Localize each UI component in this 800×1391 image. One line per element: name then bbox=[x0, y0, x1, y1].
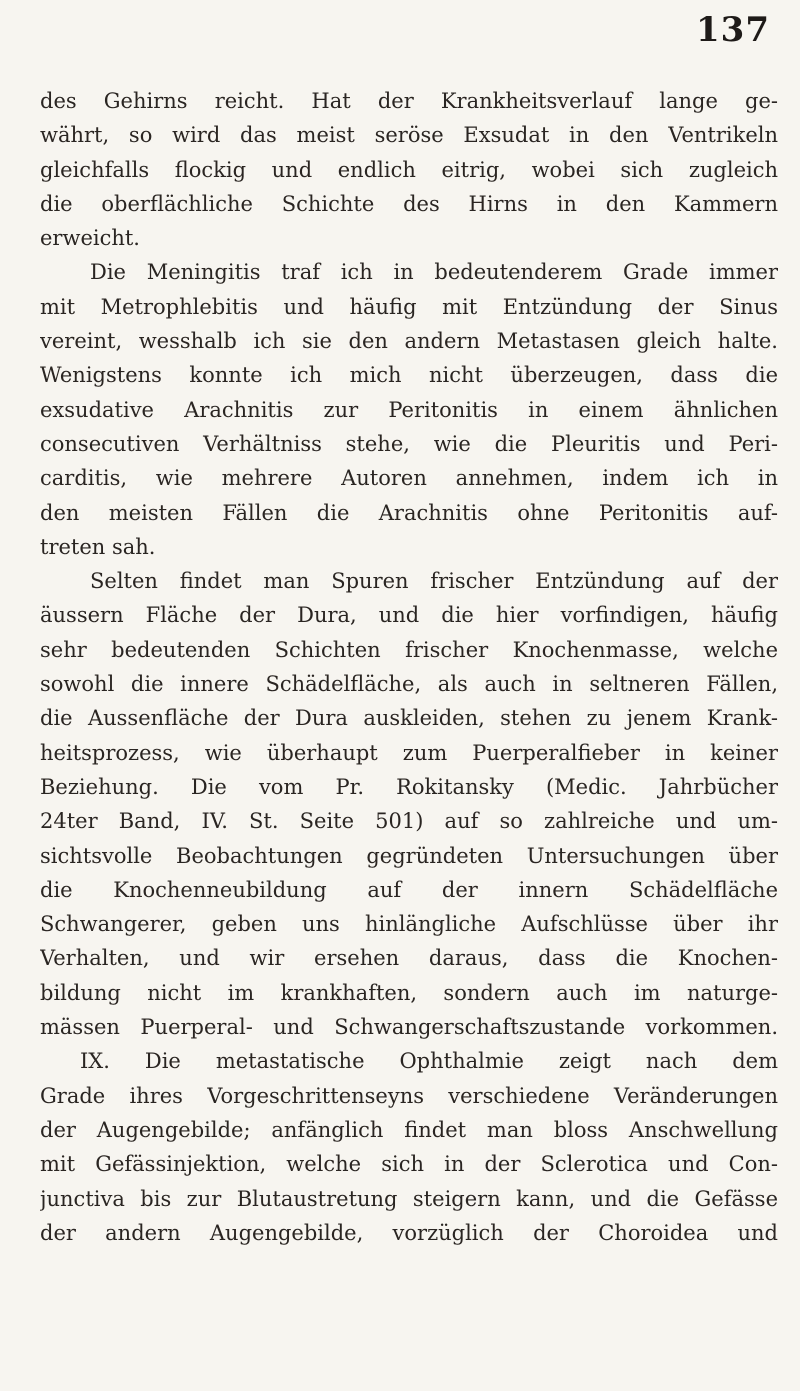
text-line: IX. Die metastatische Ophthalmie zeigt nach dem bbox=[80, 1049, 778, 1074]
text-line: erweicht. bbox=[40, 226, 140, 251]
text-line: junctiva bis zur Blutaustretung steigern kann, und die Gefässe bbox=[40, 1186, 778, 1211]
text-line: Schwangerer, geben uns hinlängliche Aufschlüsse über ihr bbox=[40, 912, 778, 937]
text-line: gleichfalls flockig und endlich eitrig, wobei sich zugleich bbox=[40, 157, 778, 182]
body-text bbox=[40, 84, 778, 1250]
text-line: exsudative Arachnitis zur Peritonitis in einem ähnlichen bbox=[40, 397, 778, 422]
page-number: 137 bbox=[696, 10, 770, 50]
text-line: sichtsvolle Beobachtungen gegründeten Untersuchungen über bbox=[40, 843, 778, 868]
text-line: Wenigstens konnte ich mich nicht überzeugen, dass die bbox=[40, 363, 778, 388]
text-line: den meisten Fällen die Arachnitis ohne Peritonitis auf- bbox=[40, 500, 778, 525]
text-line: treten sah. bbox=[40, 534, 156, 559]
text-line: währt, so wird das meist seröse Exsudat in den Ventrikeln bbox=[40, 123, 778, 148]
text-line: heitsprozess, wie überhaupt zum Puerperalfieber in keiner bbox=[40, 740, 778, 765]
text-line: Die Meningitis traf ich in bedeutenderem Grade immer bbox=[90, 260, 778, 285]
text-line: Beziehung. Die vom Pr. Rokitansky (Medic. Jahrbücher bbox=[40, 774, 778, 799]
text-line: Grade ihres Vorgeschrittenseyns verschiedene Veränderungen bbox=[40, 1083, 778, 1108]
text-line: sowohl die innere Schädelfläche, als auch in seltneren Fällen, bbox=[40, 672, 778, 697]
text-line: sehr bedeutenden Schichten frischer Knochenmasse, welche bbox=[40, 637, 778, 662]
text-line: äussern Fläche der Dura, und die hier vorfindigen, häufig bbox=[40, 603, 778, 628]
text-line: consecutiven Verhältniss stehe, wie die Pleuritis und Peri- bbox=[40, 431, 778, 456]
text-line: mässen Puerperal- und Schwangerschaftszustande vorkommen. bbox=[40, 1015, 778, 1040]
text-line: carditis, wie mehrere Autoren annehmen, indem ich in bbox=[40, 466, 778, 491]
text-line: der Augengebilde; anfänglich findet man bloss Anschwellung bbox=[40, 1117, 778, 1142]
text-line: Verhalten, und wir ersehen daraus, dass die Knochen- bbox=[40, 946, 778, 971]
text-line: der andern Augengebilde, vorzüglich der Choroidea und bbox=[40, 1220, 778, 1245]
text-line: 24ter Band, IV. St. Seite 501) auf so zahlreiche und um- bbox=[40, 809, 778, 834]
text-line: Selten findet man Spuren frischer Entzündung auf der bbox=[90, 569, 778, 594]
text-line: bildung nicht im krankhaften, sondern auch im naturge- bbox=[40, 980, 778, 1005]
text-line: die oberflächliche Schichte des Hirns in den Kammern bbox=[40, 191, 778, 216]
text-line: mit Metrophlebitis und häufig mit Entzündung der Sinus bbox=[40, 294, 778, 319]
text-line: mit Gefässinjektion, welche sich in der Sclerotica und Con- bbox=[40, 1152, 778, 1177]
text-line: die Aussenfläche der Dura auskleiden, stehen zu jenem Krank- bbox=[40, 706, 778, 731]
text-line: die Knochenneubildung auf der innern Schädelfläche bbox=[40, 877, 778, 902]
text-line: vereint, wesshalb ich sie den andern Metastasen gleich halte. bbox=[40, 329, 778, 354]
text-line: des Gehirns reicht. Hat der Krankheitsverlauf lange ge- bbox=[40, 89, 778, 113]
